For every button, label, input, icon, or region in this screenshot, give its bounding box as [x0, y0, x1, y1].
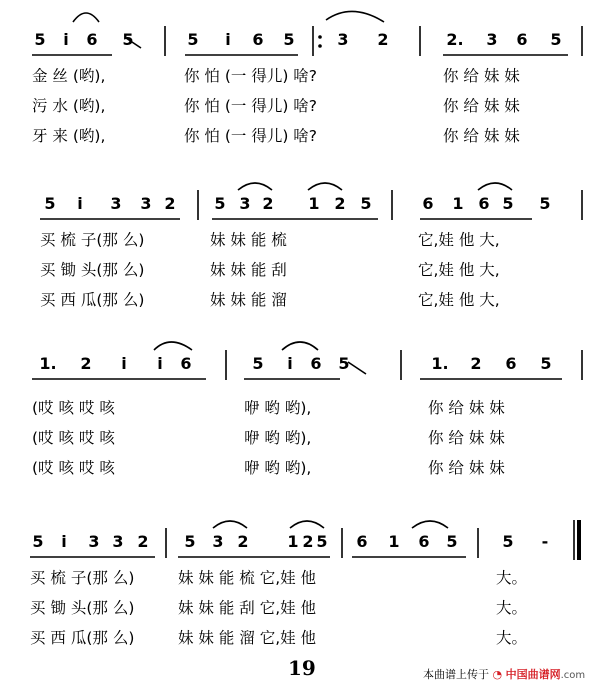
- lyric: 买 梳 子(那 么): [40, 231, 145, 249]
- lyric: 买 锄 头(那 么): [30, 599, 135, 617]
- note: 2: [237, 532, 249, 551]
- note: 6: [86, 30, 98, 49]
- lyric: 它,娃 他 大,: [418, 291, 500, 309]
- note: 6: [180, 354, 192, 373]
- lyric: 你 给 妹 妹: [443, 97, 520, 115]
- lyric: 大。: [496, 599, 528, 617]
- lyric: 妹 妹 能 溜: [210, 291, 287, 309]
- note: 6: [252, 30, 264, 49]
- note: 5: [214, 194, 226, 213]
- note: 3: [486, 30, 498, 49]
- lyric: 污 水 (哟),: [32, 97, 106, 115]
- note: -: [541, 532, 549, 551]
- note: i: [225, 30, 231, 49]
- note: 3: [212, 532, 224, 551]
- note: 1.: [39, 354, 57, 373]
- note: i: [63, 30, 69, 49]
- lyric: 咿 哟 哟),: [244, 459, 312, 477]
- site-logo-icon: ◔: [492, 668, 503, 681]
- note: 5: [502, 532, 514, 551]
- note: 5: [34, 30, 46, 49]
- lyric: 大。: [496, 569, 528, 587]
- lyric: 牙 来 (哟),: [32, 127, 106, 145]
- lyric: 你 给 妹 妹: [443, 67, 520, 85]
- note: 5: [44, 194, 56, 213]
- lyric: 买 西 瓜(那 么): [30, 629, 135, 647]
- note: 1.: [431, 354, 449, 373]
- note: 5: [539, 194, 551, 213]
- lyric: 你 怕 (一 得儿) 啥?: [184, 127, 318, 145]
- note: 5: [550, 30, 562, 49]
- lyric: 你 给 妹 妹: [443, 127, 520, 145]
- upload-label: 本曲谱上传于: [423, 668, 489, 681]
- note: 5: [32, 532, 44, 551]
- note: 2: [302, 532, 314, 551]
- note: 1: [287, 532, 299, 551]
- note: 1: [308, 194, 320, 213]
- site-domain: .com: [560, 670, 586, 681]
- lyric: 金 丝 (哟),: [32, 67, 106, 85]
- lyric: 妹 妹 能 梳: [210, 231, 287, 249]
- lyric: 买 锄 头(那 么): [40, 261, 145, 279]
- lyric: (哎 咳 哎 咳: [32, 429, 115, 447]
- note: 6: [505, 354, 517, 373]
- footer-credit[interactable]: [423, 666, 585, 682]
- note: 5: [187, 30, 199, 49]
- note: 5: [283, 30, 295, 49]
- lyric: 你 怕 (一 得儿) 啥?: [184, 67, 318, 85]
- note: i: [61, 532, 67, 551]
- note: 2: [164, 194, 176, 213]
- note: i: [121, 354, 127, 373]
- note: 3: [88, 532, 100, 551]
- note: 5: [316, 532, 328, 551]
- note: 5: [502, 194, 514, 213]
- note: 5: [540, 354, 552, 373]
- note: 3: [239, 194, 251, 213]
- note: 2: [137, 532, 149, 551]
- lyric: 它,娃 他 大,: [418, 231, 500, 249]
- note: 2: [470, 354, 482, 373]
- note: i: [77, 194, 83, 213]
- lyric: 你 给 妹 妹: [428, 399, 505, 417]
- note: 6: [356, 532, 368, 551]
- note: 5: [446, 532, 458, 551]
- lyric: 妹 妹 能 刮: [210, 261, 287, 279]
- note: 6: [418, 532, 430, 551]
- note: 2.: [446, 30, 464, 49]
- note: 2: [262, 194, 274, 213]
- lyric: 大。: [496, 629, 528, 647]
- site-name: 中国曲谱网: [505, 668, 561, 681]
- note: 6: [516, 30, 528, 49]
- note: 3: [110, 194, 122, 213]
- lyric: 你 怕 (一 得儿) 啥?: [184, 97, 318, 115]
- note: i: [287, 354, 293, 373]
- note: 6: [310, 354, 322, 373]
- page-number: 19: [288, 656, 316, 680]
- note: 6: [422, 194, 434, 213]
- lyric: 它,娃 他 大,: [418, 261, 500, 279]
- note: 5: [252, 354, 264, 373]
- note: 1: [388, 532, 400, 551]
- note: 3: [140, 194, 152, 213]
- note: 3: [337, 30, 349, 49]
- lyric: 妹 妹 能 梳 它,娃 他: [178, 569, 317, 587]
- lyric: 咿 哟 哟),: [244, 399, 312, 417]
- note: 2: [334, 194, 346, 213]
- lyric: 买 梳 子(那 么): [30, 569, 135, 587]
- note: 3: [112, 532, 124, 551]
- note: 1: [452, 194, 464, 213]
- lyric: 咿 哟 哟),: [244, 429, 312, 447]
- lyric: 妹 妹 能 溜 它,娃 他: [178, 629, 317, 647]
- note: 5: [122, 30, 134, 49]
- note: i: [157, 354, 163, 373]
- lyric: (哎 咳 哎 咳: [32, 459, 115, 477]
- lyric: 你 给 妹 妹: [428, 459, 505, 477]
- note: 5: [338, 354, 350, 373]
- note: 5: [184, 532, 196, 551]
- lyric: 你 给 妹 妹: [428, 429, 505, 447]
- note: 5: [360, 194, 372, 213]
- lyric: 买 西 瓜(那 么): [40, 291, 145, 309]
- lyric: 妹 妹 能 刮 它,娃 他: [178, 599, 317, 617]
- note: 2: [377, 30, 389, 49]
- lyric: (哎 咳 哎 咳: [32, 399, 115, 417]
- note: 2: [80, 354, 92, 373]
- note: 6: [478, 194, 490, 213]
